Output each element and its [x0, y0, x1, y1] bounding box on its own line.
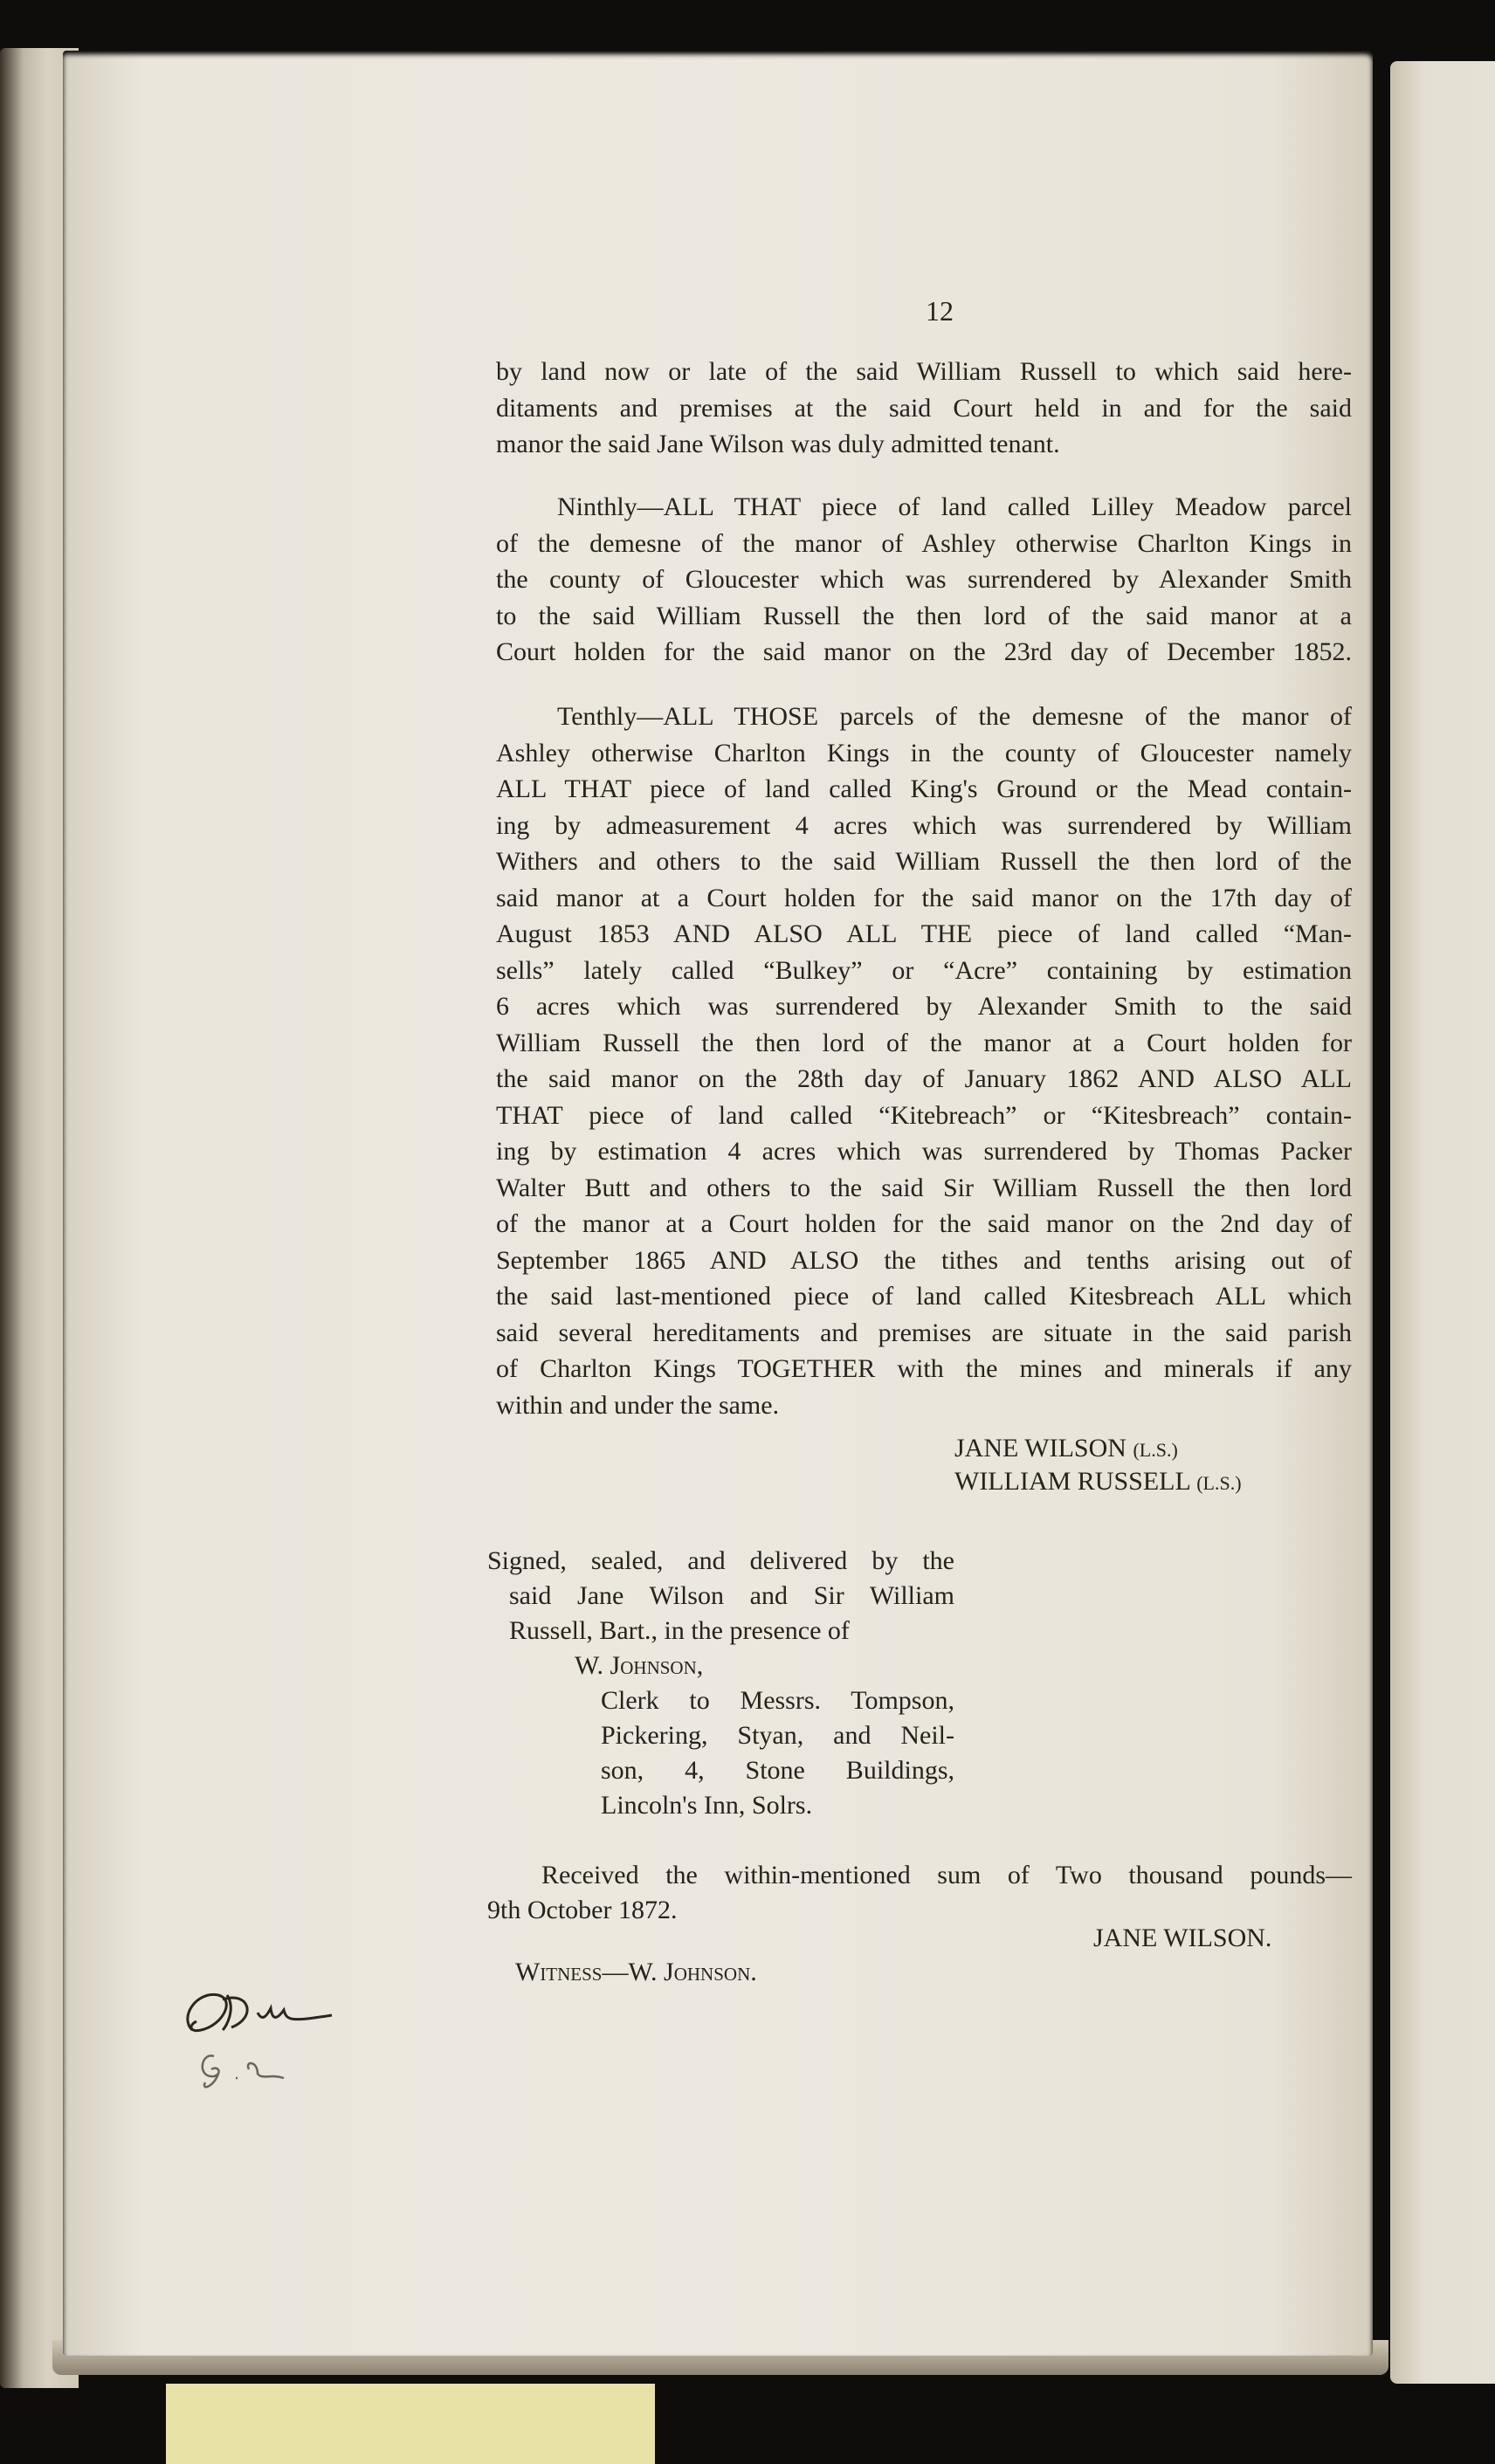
text-line: the said last-mentioned piece of land called Kitesbreach ALL which — [496, 1282, 1352, 1311]
seal-mark: (L.S.) — [1196, 1472, 1242, 1494]
text-line: 6 acres which was surrendered by Alexander Smith to the said — [496, 992, 1352, 1021]
paragraph-tenthly — [496, 699, 1352, 1423]
text-line: Signed, sealed, and delivered by the — [487, 1546, 954, 1575]
text-line: THAT piece of land called “Kitebreach” or “Kitesbreach” contain- — [496, 1100, 1352, 1130]
text-line: the said manor on the 28th day of January 1862 AND ALSO ALL — [496, 1064, 1352, 1093]
paragraph-ninthly — [496, 489, 1352, 671]
receipt-witness: Witness—W. Johnson. — [515, 1958, 757, 1986]
text-line: Court holden for the said manor on the 23rd day of December 1852. — [496, 637, 1352, 666]
text-line: of Charlton Kings TOGETHER with the mines and minerals if any — [496, 1354, 1352, 1383]
handwritten-annotation — [175, 1982, 349, 2104]
text-line: September 1865 AND ALSO the tithes and tenths arising out of — [496, 1245, 1352, 1275]
text-line: ditaments and premises at the said Court held in and for the said — [496, 393, 1352, 423]
text-line: to the said William Russell the then lord of the said manor at a — [496, 601, 1352, 630]
text-line: said manor at a Court holden for the said manor on the 17th day of — [496, 883, 1352, 912]
text-line: of the demesne of the manor of Ashley otherwise Charlton Kings in — [496, 528, 1352, 558]
paragraph-continuation — [496, 354, 1352, 463]
text-line: ing by admeasurement 4 acres which was surrendered by William — [496, 810, 1352, 840]
text-line: sells” lately called “Bulkey” or “Acre” containing by estimation — [496, 955, 1352, 985]
facing-page-edge — [1390, 61, 1495, 2384]
text-line: William Russell the then lord of the manor at a Court holden for — [496, 1028, 1352, 1057]
text-line: Tenthly—ALL THOSE parcels of the demesne of the manor of — [557, 702, 1352, 731]
witness-name: W. Johnson, — [575, 1651, 704, 1680]
text-line: Russell, Bart., in the presence of — [509, 1616, 850, 1645]
signatory-jane-wilson — [954, 1434, 1178, 1463]
receipt-date: 9th October 1872. — [487, 1896, 678, 1924]
signatory-name: WILLIAM RUSSELL — [954, 1467, 1190, 1496]
text-line: Ashley otherwise Charlton Kings in the county of Gloucester namely — [496, 738, 1352, 767]
text-line: Walter Butt and others to the said Sir William Russell the then lord — [496, 1173, 1352, 1202]
text-line: the county of Gloucester which was surrendered by Alexander Smith — [496, 565, 1352, 594]
text-line: Pickering, Styan, and Neil- — [601, 1721, 954, 1750]
text-line: within and under the same. — [496, 1390, 780, 1420]
receipt-text: Received the within-mentioned sum of Two thousand pounds— — [541, 1861, 1352, 1889]
text-line: said Jane Wilson and Sir William — [509, 1581, 954, 1610]
receipt-signature: JANE WILSON. — [1093, 1924, 1272, 1952]
text-line: said several hereditaments and premises are situate in the said parish — [496, 1318, 1352, 1347]
signatory-name: JANE WILSON — [954, 1434, 1126, 1463]
text-line: Ninthly—ALL THAT piece of land called Lilley Meadow parcel — [557, 492, 1352, 521]
text-line: Lincoln's Inn, Solrs. — [601, 1791, 813, 1820]
signatory-william-russell — [954, 1467, 1242, 1497]
paper-tab — [166, 2384, 655, 2464]
seal-mark: (L.S.) — [1133, 1439, 1178, 1461]
text-line: Withers and others to the said William Russell the then lord of the — [496, 847, 1352, 876]
text-line: of the manor at a Court holden for the said manor on the 2nd day of — [496, 1209, 1352, 1238]
text-line: ing by estimation 4 acres which was surrendered by Thomas Packer — [496, 1137, 1352, 1166]
text-line: manor the said Jane Wilson was duly admitted tenant. — [496, 430, 1060, 458]
attestation-clause — [487, 1544, 954, 1823]
text-line: ALL THAT piece of land called King's Ground or the Mead contain- — [496, 774, 1352, 803]
text-line: by land now or late of the said William Russell to which said here- — [496, 357, 1352, 386]
page-number: 12 — [926, 295, 954, 327]
text-line: son, 4, Stone Buildings, — [601, 1756, 954, 1785]
text-line: Clerk to Messrs. Tompson, — [601, 1686, 954, 1715]
text-line: August 1853 AND ALSO ALL THE piece of land called “Man- — [496, 919, 1352, 948]
receipt — [487, 1858, 1352, 1928]
